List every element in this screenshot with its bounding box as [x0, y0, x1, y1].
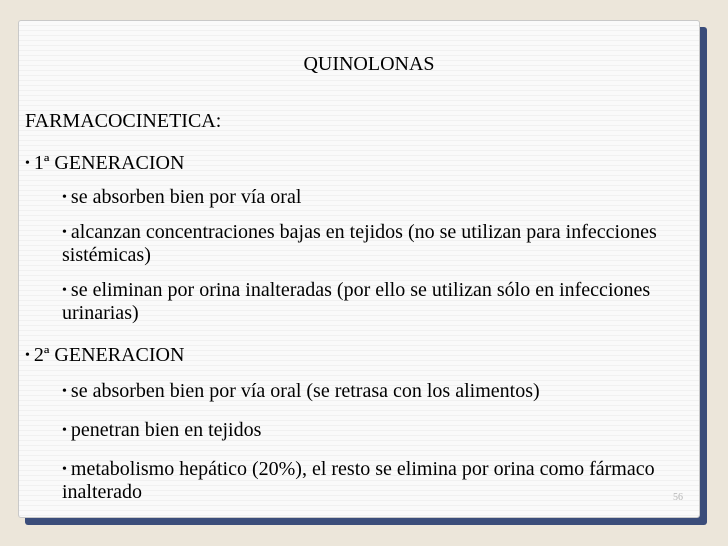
slide — [18, 20, 700, 518]
list-item — [62, 419, 261, 442]
bullet-icon: • — [62, 462, 67, 477]
list-item — [62, 458, 674, 503]
section-1-heading — [25, 152, 184, 175]
bullet-icon: • — [62, 384, 67, 399]
section-heading: FARMACOCINETICA: — [25, 110, 222, 132]
bullet-icon: • — [62, 190, 67, 205]
list-item-text: metabolismo hepático (20%), el resto se elimina por orina como fármaco inalterado — [62, 458, 655, 503]
bullet-icon: • — [25, 348, 30, 363]
list-item — [62, 279, 674, 324]
list-item-text: se eliminan por orina inalteradas (por ello se utilizan sólo en infecciones urinarias) — [62, 279, 651, 324]
list-item-text: se absorben bien por vía oral (se retrasa con los alimentos) — [70, 380, 540, 402]
slide-content — [19, 21, 699, 517]
section-1-label: 1ª GENERACION — [33, 152, 185, 174]
bullet-icon: • — [62, 225, 67, 240]
list-item — [62, 380, 540, 403]
list-item — [62, 186, 301, 209]
bullet-icon: • — [62, 283, 67, 298]
bullet-icon: • — [25, 156, 30, 171]
list-item — [62, 221, 674, 266]
slide-title: QUINOLONAS — [303, 53, 435, 75]
list-item-text: penetran bien en tejidos — [70, 419, 262, 441]
section-2-label: 2ª GENERACION — [33, 344, 185, 366]
bullet-icon: • — [62, 423, 67, 438]
section-2-heading — [25, 344, 184, 367]
list-item-text: alcanzan concentraciones bajas en tejidos (no se utilizan para infecciones sistémicas) — [62, 221, 657, 266]
list-item-text: se absorben bien por vía oral — [70, 186, 302, 208]
page-number: 56 — [673, 492, 683, 503]
